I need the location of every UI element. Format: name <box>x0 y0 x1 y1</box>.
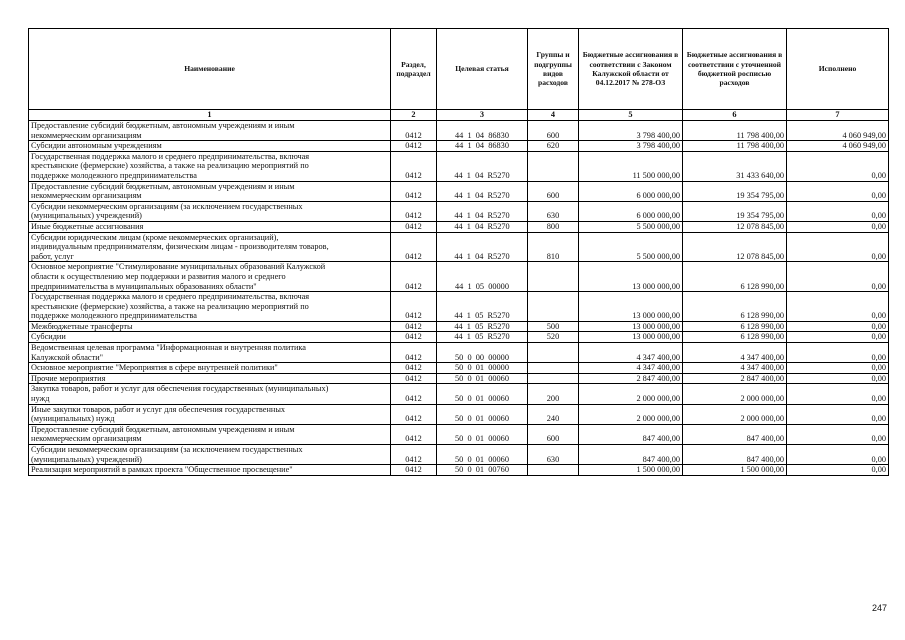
header-law-allocations: Бюджетные ассигнования в соответствии с Законом Калужской области от 04.12.2017 № 278-ОЗ <box>579 29 683 110</box>
row-expense-group <box>528 465 579 476</box>
row-section: 0412 <box>391 343 437 363</box>
row-refined-allocation: 31 433 640,00 <box>683 151 787 181</box>
row-executed: 0,00 <box>787 292 889 322</box>
row-section: 0412 <box>391 181 437 201</box>
row-refined-allocation: 6 128 990,00 <box>683 321 787 332</box>
row-refined-allocation: 19 354 795,00 <box>683 201 787 221</box>
row-expense-group: 600 <box>528 424 579 444</box>
header-refined-allocations: Бюджетные ассигнования в соответствии с уточненной бюджетной росписью расходов <box>683 29 787 110</box>
header-section: Раздел, подраздел <box>391 29 437 110</box>
column-number: 7 <box>787 110 889 121</box>
row-executed: 0,00 <box>787 343 889 363</box>
row-name: Государственная поддержка малого и среднего предпринимательства, включая крестьянские (фермерские) хозяйства, а также на реализацию мероприятий по поддержке молодежного предпринимательства <box>29 292 391 322</box>
row-law-allocation: 13 000 000,00 <box>579 321 683 332</box>
row-executed: 0,00 <box>787 151 889 181</box>
row-target-article: 44 1 04 R5270 <box>437 201 528 221</box>
row-refined-allocation: 2 847 400,00 <box>683 373 787 384</box>
table-row <box>29 292 889 322</box>
row-expense-group: 620 <box>528 141 579 152</box>
row-target-article: 44 1 04 86830 <box>437 121 528 141</box>
row-law-allocation: 847 400,00 <box>579 424 683 444</box>
row-section: 0412 <box>391 363 437 374</box>
row-name: Предоставление субсидий бюджетным, автономным учреждениям и иным некоммерческим организациям <box>29 424 391 444</box>
row-name: Субсидии некоммерческим организациям (за исключением государственных (муниципальных) учреждений) <box>29 445 391 465</box>
column-number: 2 <box>391 110 437 121</box>
row-refined-allocation: 2 000 000,00 <box>683 384 787 404</box>
row-expense-group: 600 <box>528 181 579 201</box>
row-target-article: 44 1 04 R5270 <box>437 181 528 201</box>
row-refined-allocation: 12 078 845,00 <box>683 232 787 262</box>
row-refined-allocation: 847 400,00 <box>683 445 787 465</box>
row-target-article: 44 1 04 86830 <box>437 141 528 152</box>
row-executed: 0,00 <box>787 321 889 332</box>
row-expense-group <box>528 151 579 181</box>
row-law-allocation: 3 798 400,00 <box>579 141 683 152</box>
row-executed: 0,00 <box>787 332 889 343</box>
row-expense-group: 630 <box>528 445 579 465</box>
row-law-allocation: 5 500 000,00 <box>579 221 683 232</box>
row-target-article: 50 0 01 00060 <box>437 404 528 424</box>
budget-table <box>28 28 889 476</box>
row-name: Межбюджетные трансферты <box>29 321 391 332</box>
row-name: Основное мероприятие "Мероприятия в сфере внутренней политики" <box>29 363 391 374</box>
table-header-row <box>29 29 889 110</box>
row-target-article: 44 1 04 R5270 <box>437 221 528 232</box>
row-refined-allocation: 11 798 400,00 <box>683 121 787 141</box>
header-executed: Исполнено <box>787 29 889 110</box>
table-row <box>29 181 889 201</box>
row-expense-group: 240 <box>528 404 579 424</box>
row-section: 0412 <box>391 221 437 232</box>
row-expense-group <box>528 373 579 384</box>
row-section: 0412 <box>391 201 437 221</box>
row-name: Государственная поддержка малого и среднего предпринимательства, включая крестьянские (фермерские) хозяйства, а также на реализацию мероприятий по поддержке молодежного предпринимательства <box>29 151 391 181</box>
row-law-allocation: 2 000 000,00 <box>579 384 683 404</box>
table-row <box>29 332 889 343</box>
table-row <box>29 445 889 465</box>
row-expense-group <box>528 343 579 363</box>
table-row <box>29 424 889 444</box>
row-target-article: 44 1 04 R5270 <box>437 232 528 262</box>
row-name: Субсидии <box>29 332 391 343</box>
row-target-article: 50 0 01 00060 <box>437 373 528 384</box>
table-row <box>29 363 889 374</box>
row-executed: 0,00 <box>787 262 889 292</box>
row-expense-group: 800 <box>528 221 579 232</box>
row-executed: 4 060 949,00 <box>787 141 889 152</box>
row-target-article: 50 0 01 00060 <box>437 445 528 465</box>
row-refined-allocation: 1 500 000,00 <box>683 465 787 476</box>
row-law-allocation: 2 000 000,00 <box>579 404 683 424</box>
row-executed: 0,00 <box>787 404 889 424</box>
page-number: 247 <box>871 603 887 613</box>
row-name: Иные закупки товаров, работ и услуг для обеспечения государственных (муниципальных) нужд <box>29 404 391 424</box>
row-law-allocation: 13 000 000,00 <box>579 292 683 322</box>
row-executed: 0,00 <box>787 373 889 384</box>
row-section: 0412 <box>391 321 437 332</box>
table-row <box>29 404 889 424</box>
column-number: 3 <box>437 110 528 121</box>
table-row <box>29 141 889 152</box>
row-refined-allocation: 4 347 400,00 <box>683 363 787 374</box>
row-law-allocation: 4 347 400,00 <box>579 343 683 363</box>
row-executed: 0,00 <box>787 384 889 404</box>
row-expense-group <box>528 363 579 374</box>
row-section: 0412 <box>391 445 437 465</box>
row-expense-group: 630 <box>528 201 579 221</box>
column-numbers-row <box>29 110 889 121</box>
row-expense-group: 600 <box>528 121 579 141</box>
row-target-article: 44 1 05 R5270 <box>437 332 528 343</box>
row-section: 0412 <box>391 262 437 292</box>
table-row <box>29 151 889 181</box>
row-section: 0412 <box>391 141 437 152</box>
row-section: 0412 <box>391 332 437 343</box>
row-law-allocation: 5 500 000,00 <box>579 232 683 262</box>
row-executed: 0,00 <box>787 232 889 262</box>
row-refined-allocation: 6 128 990,00 <box>683 332 787 343</box>
row-name: Субсидии некоммерческим организациям (за исключением государственных (муниципальных) учреждений) <box>29 201 391 221</box>
row-law-allocation: 6 000 000,00 <box>579 181 683 201</box>
row-expense-group: 500 <box>528 321 579 332</box>
row-name: Закупка товаров, работ и услуг для обеспечения государственных (муниципальных) нужд <box>29 384 391 404</box>
row-law-allocation: 4 347 400,00 <box>579 363 683 374</box>
row-refined-allocation: 19 354 795,00 <box>683 181 787 201</box>
header-name: Наименование <box>29 29 391 110</box>
table-row <box>29 201 889 221</box>
table-row <box>29 465 889 476</box>
table-row <box>29 343 889 363</box>
row-law-allocation: 13 000 000,00 <box>579 332 683 343</box>
table-row <box>29 373 889 384</box>
row-law-allocation: 2 847 400,00 <box>579 373 683 384</box>
row-name: Субсидии юридическим лицам (кроме некоммерческих организаций), индивидуальным предпринимателям, физическим лицам - производителям товаров, работ, услуг <box>29 232 391 262</box>
column-number: 6 <box>683 110 787 121</box>
row-law-allocation: 1 500 000,00 <box>579 465 683 476</box>
row-section: 0412 <box>391 404 437 424</box>
row-expense-group: 520 <box>528 332 579 343</box>
row-name: Реализация мероприятий в рамках проекта "Общественное просвещение" <box>29 465 391 476</box>
row-section: 0412 <box>391 424 437 444</box>
row-target-article: 44 1 05 00000 <box>437 262 528 292</box>
row-expense-group: 810 <box>528 232 579 262</box>
table-row <box>29 121 889 141</box>
row-executed: 4 060 949,00 <box>787 121 889 141</box>
row-law-allocation: 13 000 000,00 <box>579 262 683 292</box>
table-row <box>29 262 889 292</box>
row-name: Субсидии автономным учреждениям <box>29 141 391 152</box>
row-executed: 0,00 <box>787 445 889 465</box>
row-executed: 0,00 <box>787 181 889 201</box>
row-section: 0412 <box>391 151 437 181</box>
row-name: Ведомственная целевая программа "Информационная и внутренняя политика Калужской области" <box>29 343 391 363</box>
row-section: 0412 <box>391 121 437 141</box>
row-law-allocation: 6 000 000,00 <box>579 201 683 221</box>
row-name: Предоставление субсидий бюджетным, автономным учреждениям и иным некоммерческим организациям <box>29 121 391 141</box>
row-target-article: 50 0 00 00000 <box>437 343 528 363</box>
row-expense-group <box>528 262 579 292</box>
row-law-allocation: 847 400,00 <box>579 445 683 465</box>
row-expense-group: 200 <box>528 384 579 404</box>
row-section: 0412 <box>391 292 437 322</box>
row-target-article: 50 0 01 00060 <box>437 424 528 444</box>
row-target-article: 50 0 01 00000 <box>437 363 528 374</box>
row-section: 0412 <box>391 465 437 476</box>
column-number: 5 <box>579 110 683 121</box>
row-target-article: 44 1 05 R5270 <box>437 292 528 322</box>
row-name: Иные бюджетные ассигнования <box>29 221 391 232</box>
header-target-article: Целевая статья <box>437 29 528 110</box>
table-row <box>29 221 889 232</box>
table-row <box>29 232 889 262</box>
table-row <box>29 384 889 404</box>
row-refined-allocation: 847 400,00 <box>683 424 787 444</box>
header-expense-group: Группы и подгруппы видов расходов <box>528 29 579 110</box>
row-section: 0412 <box>391 232 437 262</box>
table-row <box>29 321 889 332</box>
row-name: Предоставление субсидий бюджетным, автономным учреждениям и иным некоммерческим организациям <box>29 181 391 201</box>
row-section: 0412 <box>391 373 437 384</box>
row-refined-allocation: 11 798 400,00 <box>683 141 787 152</box>
row-executed: 0,00 <box>787 201 889 221</box>
row-section: 0412 <box>391 384 437 404</box>
row-refined-allocation: 4 347 400,00 <box>683 343 787 363</box>
row-refined-allocation: 2 000 000,00 <box>683 404 787 424</box>
row-target-article: 44 1 04 R5270 <box>437 151 528 181</box>
row-law-allocation: 11 500 000,00 <box>579 151 683 181</box>
row-target-article: 44 1 05 R5270 <box>437 321 528 332</box>
row-target-article: 50 0 01 00760 <box>437 465 528 476</box>
row-refined-allocation: 6 128 990,00 <box>683 262 787 292</box>
row-executed: 0,00 <box>787 363 889 374</box>
row-target-article: 50 0 01 00060 <box>437 384 528 404</box>
row-executed: 0,00 <box>787 465 889 476</box>
row-name: Основное мероприятие "Стимулирование муниципальных образований Калужской области к осуществлению мер поддержки и развития малого и среднего предпринимательства в муниципальных образованиях области" <box>29 262 391 292</box>
column-number: 1 <box>29 110 391 121</box>
row-refined-allocation: 6 128 990,00 <box>683 292 787 322</box>
column-number: 4 <box>528 110 579 121</box>
row-refined-allocation: 12 078 845,00 <box>683 221 787 232</box>
row-executed: 0,00 <box>787 221 889 232</box>
row-executed: 0,00 <box>787 424 889 444</box>
row-expense-group <box>528 292 579 322</box>
row-law-allocation: 3 798 400,00 <box>579 121 683 141</box>
row-name: Прочие мероприятия <box>29 373 391 384</box>
